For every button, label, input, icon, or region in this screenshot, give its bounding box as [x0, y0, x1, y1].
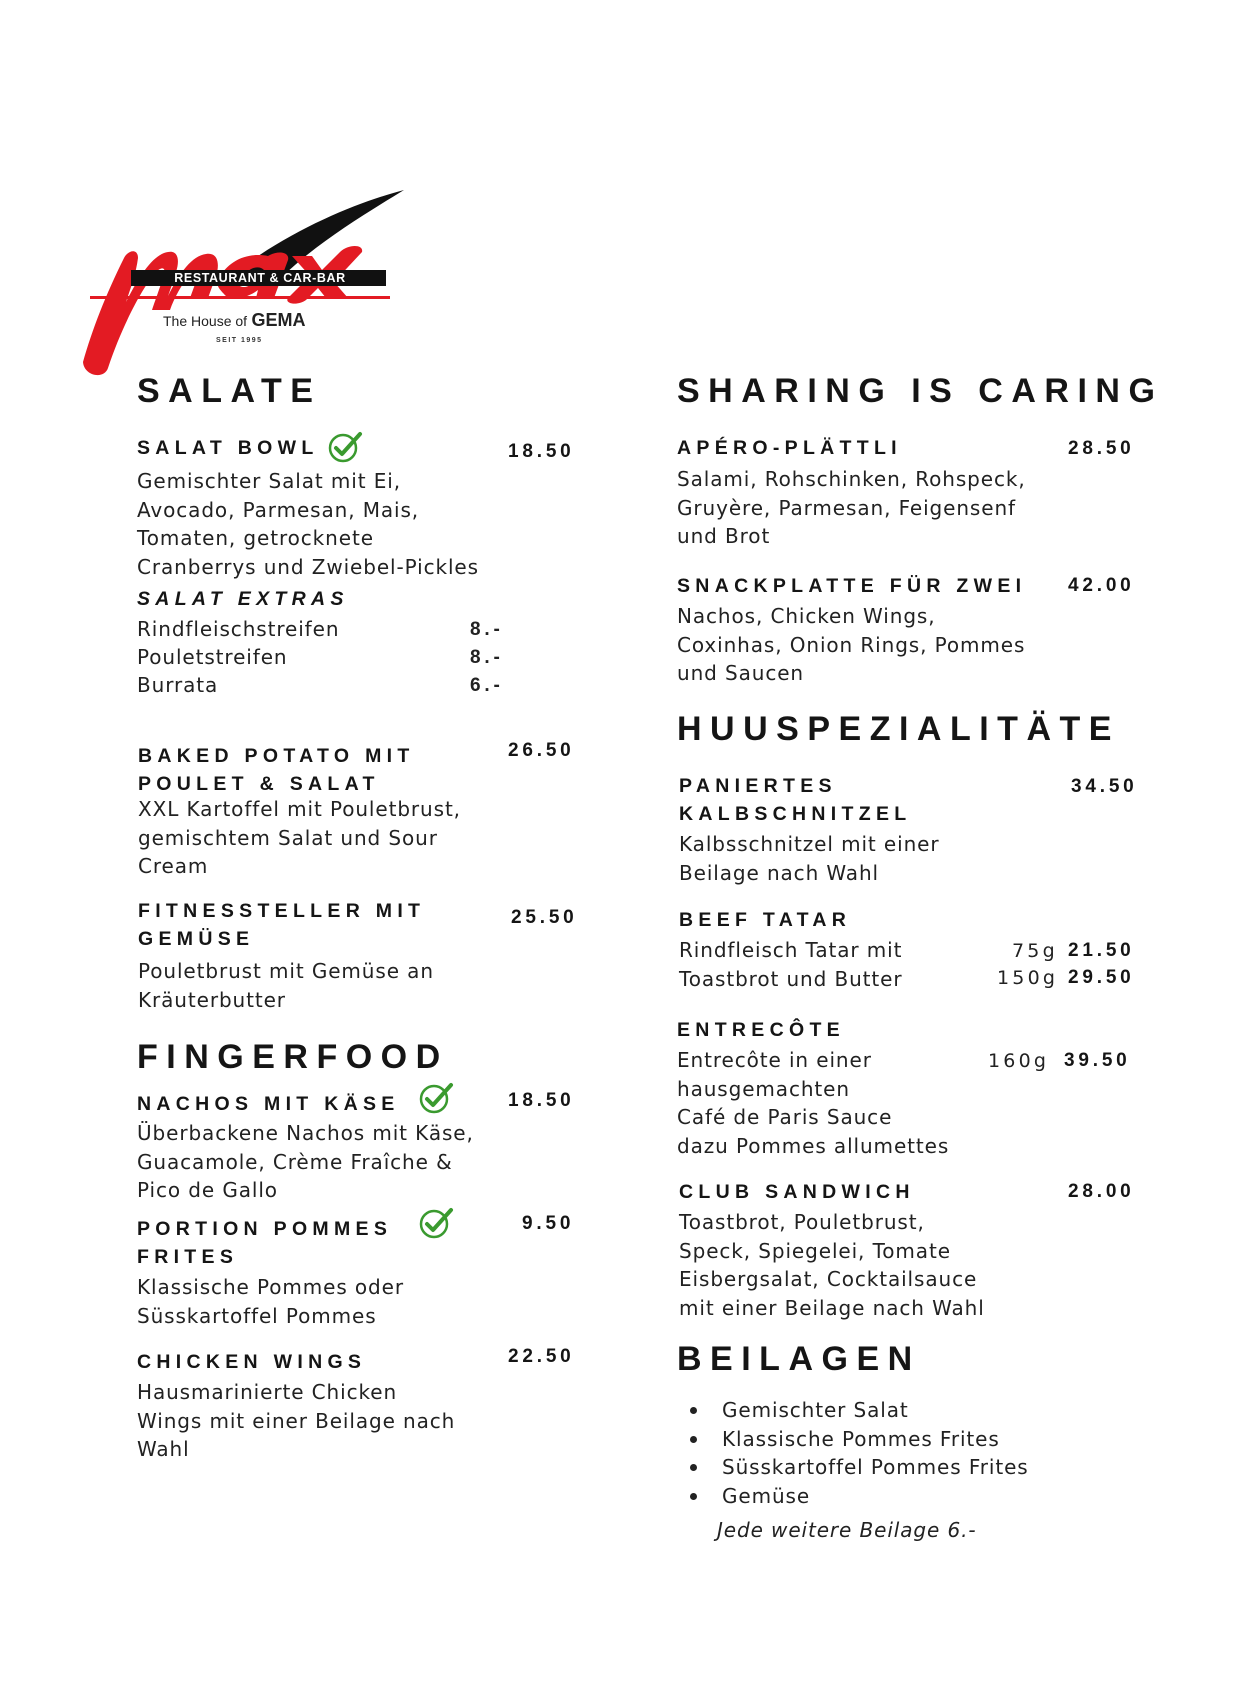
item-price-baked-potato: 26.50	[508, 740, 575, 761]
desc-line: Rindfleisch Tatar mit	[679, 938, 903, 962]
logo-house-prefix: The House of	[163, 313, 248, 329]
item-price-chicken-wings: 22.50	[508, 1346, 575, 1367]
list-item: Gemischter Salat	[690, 1396, 1029, 1425]
vegetarian-leaf-icon	[418, 1206, 454, 1240]
section-title-huusspezialitaete: HUUSPEZIALITÄTE	[677, 710, 1120, 748]
section-title-beilagen: BEILAGEN	[677, 1340, 921, 1378]
extra-name: Rindfleischstreifen	[137, 617, 340, 641]
logo-since: SEIT 1995	[216, 337, 263, 344]
restaurant-logo	[78, 190, 408, 380]
extra-price: 6.-	[470, 675, 504, 696]
desc-line: Kräuterbutter	[138, 987, 286, 1012]
item-price-snackplatte: 42.00	[1068, 575, 1135, 596]
desc-line: Nachos, Chicken Wings,	[677, 604, 936, 628]
item-desc-chicken-wings	[137, 1378, 455, 1464]
item-name-kalbschnitzel	[679, 772, 911, 828]
beilagen-list	[690, 1396, 1029, 1510]
item-name-apero-plaettli: APÉRO-PLÄTTLI	[677, 437, 902, 459]
desc-line: Kalbsschnitzel mit einer	[679, 832, 940, 856]
item-price-pommes: 9.50	[522, 1213, 575, 1234]
extra-name: Pouletstreifen	[137, 645, 288, 669]
desc-line: dazu Pommes allumettes	[677, 1133, 950, 1158]
desc-line: und Saucen	[677, 661, 805, 685]
desc-line: mit einer Beilage nach Wahl	[679, 1295, 985, 1320]
item-price-nachos: 18.50	[508, 1090, 575, 1111]
item-price-entrecote: 39.50	[1064, 1050, 1131, 1071]
vegetarian-leaf-icon	[418, 1081, 454, 1115]
item-desc-fitnessteller	[138, 957, 434, 1014]
entrecote-weight: 160g	[988, 1050, 1050, 1072]
desc-line: Gemischter Salat mit Ei,	[137, 469, 402, 493]
item-desc-baked-potato	[138, 795, 461, 881]
logo-tagline: RESTAURANT & CAR-BAR	[174, 271, 346, 285]
extra-row	[137, 617, 517, 645]
section-title-fingerfood: FINGERFOOD	[137, 1038, 449, 1076]
desc-line: Gruyère, Parmesan, Feigensenf	[677, 495, 1016, 520]
desc-line: Eisbergsalat, Cocktailsauce	[679, 1267, 978, 1291]
section-title-sharing: SHARING IS CARING	[677, 372, 1164, 410]
item-price-kalbschnitzel: 34.50	[1071, 776, 1138, 797]
desc-line: Pico de Gallo	[137, 1178, 278, 1202]
extra-row	[137, 645, 517, 673]
desc-line: Speck, Spiegelei, Tomate	[679, 1238, 951, 1263]
desc-line: Überbackene Nachos mit Käse,	[137, 1121, 474, 1145]
list-item: Klassische Pommes Frites	[690, 1425, 1029, 1454]
desc-line: Toastbrot, Pouletbrust,	[679, 1210, 925, 1234]
tatar-weight-small: 75g	[1012, 940, 1058, 962]
desc-line: Süsskartoffel Pommes	[137, 1303, 377, 1328]
desc-line: Tomaten, getrocknete	[137, 526, 374, 550]
item-name-salat-bowl: SALAT BOWL	[137, 437, 319, 459]
item-name-snackplatte: SNACKPLATTE FÜR ZWEI	[677, 575, 1027, 597]
desc-line: gemischtem Salat und Sour	[138, 825, 438, 850]
desc-line: Klassische Pommes oder	[137, 1275, 404, 1299]
item-name-entrecote: ENTRECÔTE	[677, 1019, 845, 1041]
desc-line: Entrecôte in einer	[677, 1048, 872, 1072]
logo-house-line	[163, 310, 306, 331]
item-desc-beef-tatar	[679, 936, 903, 993]
item-name-line: FRITES	[137, 1246, 239, 1268]
list-item: Süsskartoffel Pommes Frites	[690, 1453, 1029, 1482]
item-name-line: GEMÜSE	[138, 928, 255, 950]
item-price-club-sandwich: 28.00	[1068, 1181, 1135, 1202]
logo-house-name: GEMA	[251, 310, 306, 330]
vegetarian-leaf-icon	[327, 430, 363, 464]
item-desc-pommes	[137, 1273, 404, 1330]
desc-line: Guacamole, Crème Fraîche &	[137, 1149, 453, 1174]
desc-line: XXL Kartoffel mit Pouletbrust,	[138, 797, 461, 821]
extra-price: 8.-	[470, 647, 504, 668]
item-price-fitnessteller: 25.50	[511, 907, 578, 928]
item-desc-snackplatte	[677, 602, 1025, 688]
desc-line: Salami, Rohschinken, Rohspeck,	[677, 467, 1026, 491]
extra-price: 8.-	[470, 619, 504, 640]
desc-line: Wahl	[137, 1437, 190, 1461]
desc-line: und Brot	[677, 524, 771, 548]
desc-line: hausgemachten	[677, 1076, 850, 1101]
item-name-line: POULET & SALAT	[138, 773, 380, 795]
desc-line: Cream	[138, 854, 209, 878]
item-name-line: PORTION POMMES	[137, 1218, 393, 1240]
desc-line: Café de Paris Sauce	[677, 1105, 893, 1129]
extra-name: Burrata	[137, 673, 219, 697]
item-name-nachos: NACHOS MIT KÄSE	[137, 1093, 400, 1115]
tatar-price-small: 21.50	[1068, 940, 1135, 961]
item-desc-kalbschnitzel	[679, 830, 939, 887]
item-price-apero-plaettli: 28.50	[1068, 438, 1135, 459]
item-desc-entrecote	[677, 1046, 949, 1160]
desc-line: Toastbrot und Butter	[679, 966, 903, 991]
tatar-weight-large: 150g	[997, 967, 1059, 989]
extra-row	[137, 673, 517, 701]
section-title-salate: SALATE	[137, 372, 322, 410]
item-name-line: BAKED POTATO MIT	[138, 745, 415, 767]
desc-line: Beilage nach Wahl	[679, 860, 879, 885]
list-item: Gemüse	[690, 1482, 1029, 1511]
item-name-line: FITNESSTELLER MIT	[138, 900, 426, 922]
tatar-price-large: 29.50	[1068, 967, 1135, 988]
desc-line: Cranberrys und Zwiebel-Pickles	[137, 554, 479, 579]
desc-line: Hausmarinierte Chicken	[137, 1380, 398, 1404]
item-desc-apero-plaettli	[677, 465, 1026, 551]
item-price-salat-bowl: 18.50	[508, 441, 575, 462]
item-name-fitnessteller	[138, 897, 425, 953]
desc-line: Coxinhas, Onion Rings, Pommes	[677, 632, 1026, 657]
desc-line: Wings mit einer Beilage nach	[137, 1408, 456, 1433]
item-name-pommes	[137, 1215, 392, 1271]
item-name-beef-tatar: BEEF TATAR	[679, 909, 852, 931]
item-name-line: PANIERTES	[679, 775, 837, 797]
item-desc-salat-bowl	[137, 467, 479, 581]
item-name-chicken-wings: CHICKEN WINGS	[137, 1351, 367, 1373]
item-desc-club-sandwich	[679, 1208, 985, 1322]
item-name-line: KALBSCHNITZEL	[679, 803, 912, 825]
item-name-baked-potato	[138, 742, 415, 798]
beilagen-note: Jede weitere Beilage 6.-	[717, 1518, 977, 1542]
item-desc-nachos	[137, 1119, 474, 1205]
salat-extras-title: SALAT EXTRAS	[137, 588, 349, 610]
item-name-club-sandwich: CLUB SANDWICH	[679, 1181, 915, 1203]
desc-line: Avocado, Parmesan, Mais,	[137, 497, 420, 522]
desc-line: Pouletbrust mit Gemüse an	[138, 959, 434, 983]
